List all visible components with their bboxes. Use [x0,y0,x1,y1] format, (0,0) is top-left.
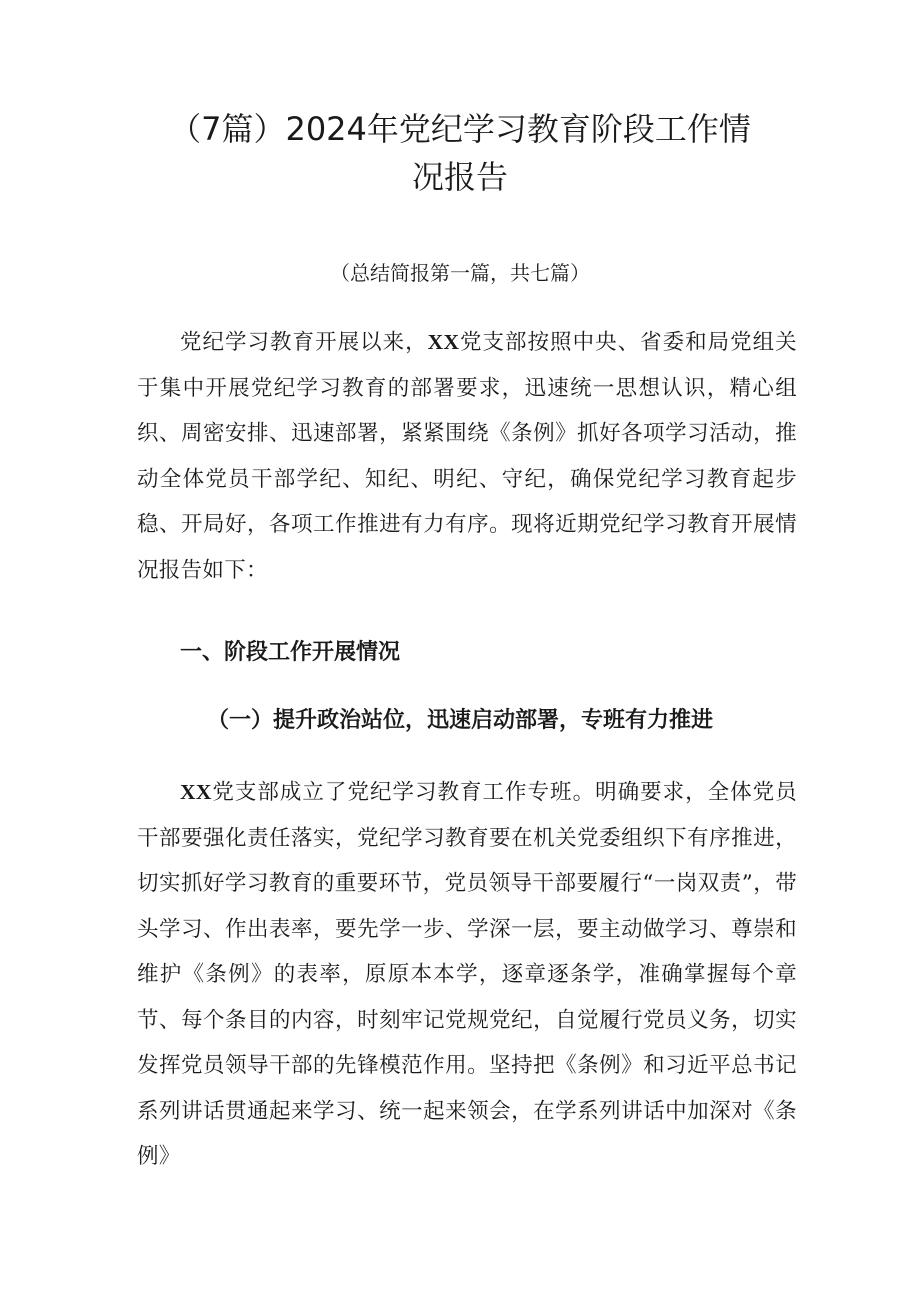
section-heading: 一、阶段工作开展情况 [180,640,401,665]
document-title-line-1: （7篇）2024年党纪学习教育阶段工作情 [169,110,751,148]
intro-paragraph-xx: XX [427,330,460,354]
intro-paragraph-lead: 党纪学习教育开展以来， [180,330,428,355]
subsection-heading: （一）提升政治站位，迅速启动部署，专班有力推进 [206,708,713,733]
intro-paragraph-body: 党支部按照中央、省委和局党组关于集中开展党纪学习教育的部署要求，迅速统一思想认识，精心组织、周密安排、迅速部署，紧紧围绕《条例》抓好各项学习活动，推动全体党员干部学纪、知纪、明纪、守纪，确保党纪学习教育起步稳、开局好，各项工作推进有力有序。现将近期党纪学习教育开展情况报告如下： [137,330,797,583]
body-paragraph-xx: XX [180,780,212,804]
body-paragraph [137,770,797,1180]
body-paragraph-text: 党支部成立了党纪学习教育工作专班。明确要求，全体党员干部要强化责任落实，党纪学习教育要在机关党委组织下有序推进，切实抓好学习教育的重要环节，党员领导干部要履行“一岗双责”，带头学习、作出表率，要先学一步、学深一层，要主动做学习、尊崇和维护《条例》的表率，原原本本学，逐章逐条学，准确掌握每个章节、每个条目的内容，时刻牢记党规党纪，自觉履行党员义务，切实发挥党员领导干部的先锋模范作用。坚持把《条例》和习近平总书记系列讲话贯通起来学习、统一起来领会，在学系列讲话中加深对《条例》 [137,780,797,1169]
document-title-line-2: 况报告 [411,158,508,196]
intro-paragraph [137,320,797,593]
document-subtitle: （总结简报第一篇，共七篇） [330,261,590,285]
